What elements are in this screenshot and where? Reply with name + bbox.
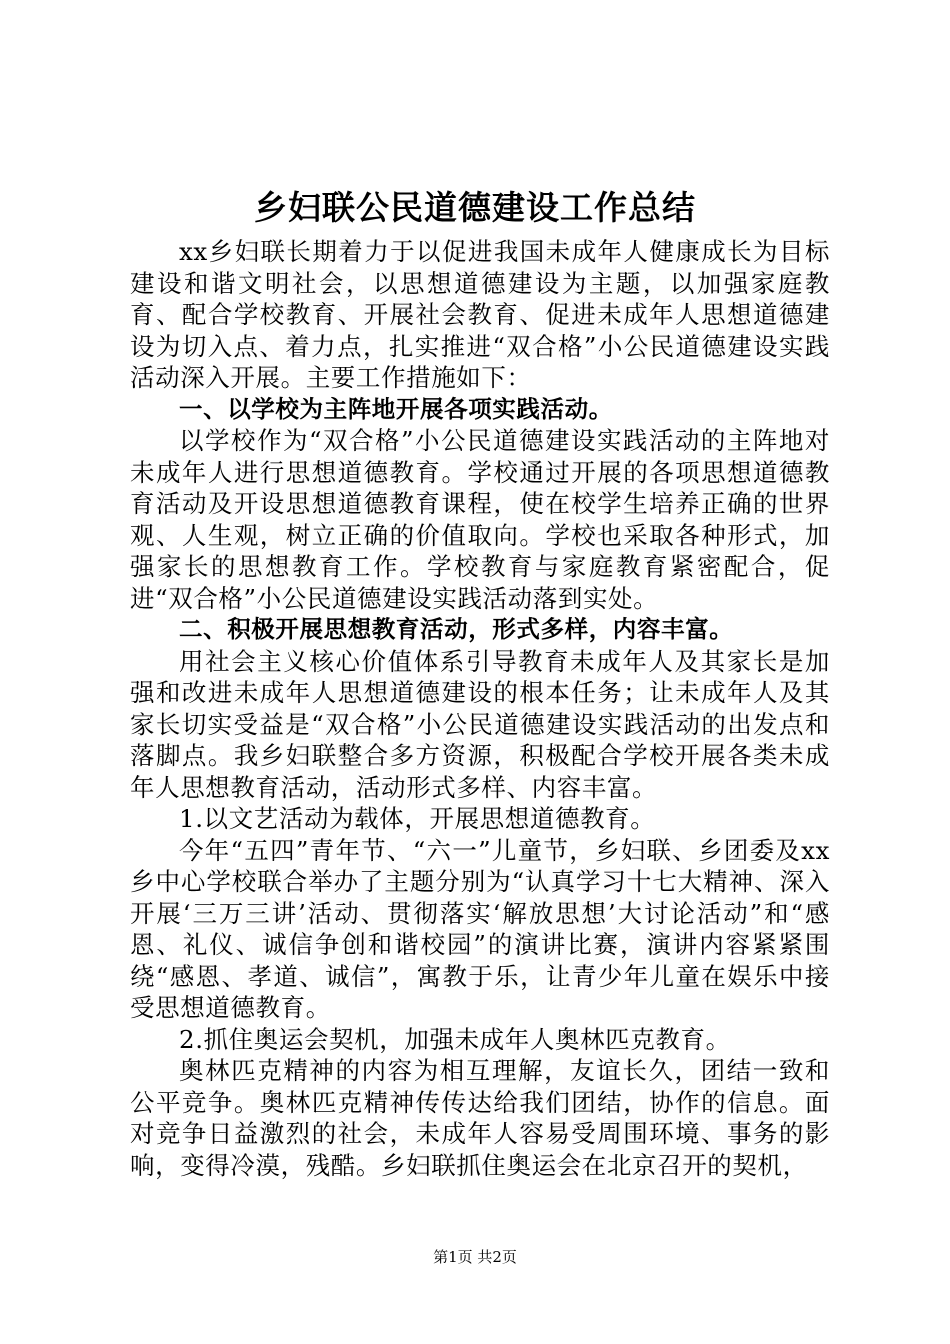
paragraph-section-1: 以学校作为“双合格”小公民道德建设实践活动的主阵地对未成年人进行思想道德教育。学校通过开展的各项思想道德教育活动及开设思想道德教育课程，使在校学生培养正确的世界观、人生观，树立正确的价值取向。学校也采取各种形式，加强家长的思想教育工作。学校教育与家庭教育紧密配合，促进“双合格”小公民道德建设实践活动落到实处。 (130, 426, 830, 613)
paragraph-item-2: 奥林匹克精神的内容为相互理解，友谊长久，团结一致和公平竞争。奥林匹克精神传传达给我们团结，协作的信息。面对竞争日益激烈的社会，未成年人容易受周围环境、事务的影响，变得冷漠，残酷。乡妇联抓住奥运会在北京召开的契机， (130, 1056, 830, 1180)
subheading-item-2: 2.抓住奥运会契机，加强未成年人奥林匹克教育。 (179, 1024, 731, 1054)
document-body (130, 236, 830, 1181)
page-number-footer: 第1页 共2页 (433, 1248, 517, 1266)
paragraph-intro: xx乡妇联长期着力于以促进我国未成年人健康成长为目标建设和谐文明社会，以思想道德建设为主题，以加强家庭教育、配合学校教育、开展社会教育、促进未成年人思想道德建设为切入点、着力点，扎实推进“双合格”小公民道德建设实践活动深入开展。主要工作措施如下： (130, 237, 830, 392)
paragraph-section-2: 用社会主义核心价值体系引导教育未成年人及其家长是加强和改进未成年人思想道德建设的根本任务；让未成年人及其家长切实受益是“双合格”小公民道德建设实践活动的出发点和落脚点。我乡妇联整合多方资源，积极配合学校开展各类未成年人思想教育活动，活动形式多样、内容丰富。 (130, 646, 830, 802)
section-heading-2: 二、积极开展思想教育活动，形式多样，内容丰富。 (179, 615, 734, 643)
subheading-item-1: 1.以文艺活动为载体，开展思想道德教育。 (179, 804, 656, 833)
paragraph-item-1: 今年“五四”青年节、“六一”儿童节，乡妇联、乡团委及xx乡中心学校联合举办了主题分别为“认真学习十七大精神、深入开展‘三万三讲’活动、贯彻落实‘解放思想’大讨论活动”和“感恩、礼仪、诚信争创和谐校园”的演讲比赛，演讲内容紧紧围绕“感恩、孝道、诚信”，寓教于乐，让青少年儿童在娱乐中接受思想道德教育。 (130, 835, 830, 1022)
document-title: 乡妇联公民道德建设工作总结 (254, 188, 696, 227)
section-heading-1: 一、以学校为主阵地开展各项实践活动。 (179, 394, 613, 423)
